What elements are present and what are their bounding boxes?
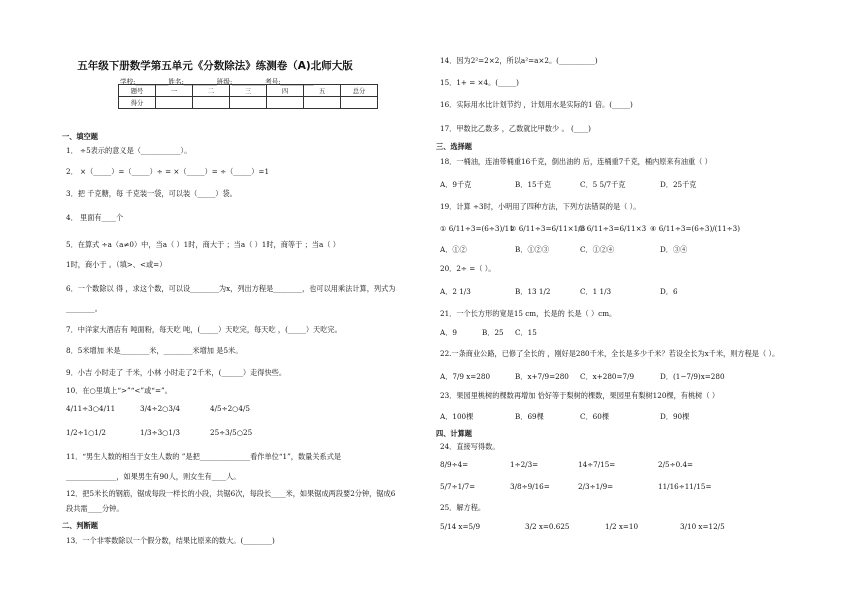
score-input-cell[interactable] — [267, 97, 304, 109]
question-18: 18．一桶油，连油带桶重16千克，倒出油的 后，连桶重7千克，桶内原来有油重（ ） — [440, 157, 712, 166]
option-a[interactable]: A．9 — [440, 328, 457, 337]
question-19: 19．计算 ÷3时，小明用了四种方法，下列方法错误的是（ ）。 — [440, 202, 641, 211]
equation-item: 3/10 x=12/5 — [680, 522, 725, 531]
score-cell: 得分 — [119, 97, 156, 109]
option-d[interactable]: D．③④ — [660, 245, 688, 254]
score-cell: 四 — [267, 85, 304, 97]
section-heading-fill: 一、填空题 — [62, 132, 98, 141]
question-2: 2． ×（_____）=（_____）÷ = ×（_____）= ÷（_____）=1 — [66, 167, 270, 176]
section-heading-calc: 四、计算题 — [436, 429, 472, 438]
question-11-line2: ______________，如果男生有90人，则女生有____人。 — [66, 472, 241, 481]
question-13: 13．一个非零数除以一个假分数，结果比原来的数大。(________) — [66, 536, 275, 545]
option-d[interactable]: D．90棵 — [660, 412, 690, 421]
option-d[interactable]: D．6 — [660, 287, 678, 296]
question-23: 23．果园里桃树的棵数再增加 恰好等于梨树的棵数，果园里有梨树120棵，有桃树（ ） — [440, 391, 720, 400]
option-a[interactable]: A．①② — [440, 245, 467, 254]
section-heading-choice: 三、选择题 — [436, 142, 472, 151]
question-24: 24．直接写得数。 — [440, 442, 500, 451]
question-7: 7．中洋家大酒店有 吨面粉，每天吃 吨，(_____）天吃完，每天吃 ，(_____）天吃完。 — [66, 325, 342, 334]
compare-item: 4/5÷2○4/5 — [210, 404, 251, 413]
question-15: 15．1+ = ×4。(_____) — [440, 78, 519, 87]
option-a[interactable]: A．2 1/3 — [440, 287, 471, 296]
question-14: 14．因为2²=2×2，所以a²=a×2。(__________) — [440, 56, 598, 65]
calc-item: 11/16÷11/15= — [658, 482, 712, 491]
score-table — [118, 84, 378, 109]
option-b[interactable]: B．①②③ — [515, 245, 550, 254]
score-cell: 总分 — [341, 85, 378, 97]
compare-item: 1/2÷1○1/2 — [66, 428, 107, 437]
compare-item: 1/3÷3○1/3 — [140, 428, 181, 437]
score-input-cell[interactable] — [304, 97, 341, 109]
question-1: 1． ÷5表示的意义是（___________）。 — [66, 146, 192, 155]
option-a[interactable]: A．9千克 — [440, 180, 472, 189]
student-info-line: 学校:__________姓名:__________班级:__________考号:__________ — [120, 78, 314, 86]
method-2: ② 6/11÷3=6/11×1/3 — [510, 224, 586, 233]
equation-item: 5/14 x=5/9 — [440, 522, 481, 531]
question-11-line1: 11．“男生人数的相当于女生人数的 ”是把______________看作单位“1”，数量关系式是 — [66, 452, 342, 461]
method-4: ④ 6/11÷3=(6÷3)/(11÷3) — [650, 224, 741, 233]
option-c[interactable]: C．①②④ — [580, 245, 615, 254]
option-c[interactable]: C．x+280=7/9 — [580, 372, 635, 381]
question-12-line2: 段共需____分钟。 — [66, 504, 124, 513]
score-cell: 五 — [304, 85, 341, 97]
section-heading-judge: 二、判断题 — [62, 521, 98, 530]
question-20: 20．2÷ =（ ）。 — [440, 264, 496, 273]
calc-item: 8/9÷4= — [440, 460, 469, 469]
score-cell: 三 — [230, 85, 267, 97]
question-10: 10．在○里填上“>”“<”或“=”。 — [66, 386, 172, 395]
page-title: 五年级下册数学第五单元《分数除法》练测卷（A)北师大版 — [77, 60, 353, 72]
question-3: 3．把 千克糖，每 千克装一袋，可以装（_____）袋。 — [66, 189, 237, 198]
question-12-line1: 12．把5米长的钢筋，锯成每段一样长的小段，共锯6次，每段长____米，如果锯成两段要2分钟，锯成6 — [66, 489, 396, 498]
compare-item: 25÷3/5○25 — [210, 428, 253, 437]
calc-item: 3/8÷9/16= — [510, 482, 550, 491]
option-b[interactable]: B．x+7/9=280 — [515, 372, 569, 381]
option-c[interactable]: C．15 — [515, 328, 537, 337]
calc-item: 5/7÷1/7= — [440, 482, 476, 491]
calc-item: 1÷2/3= — [510, 460, 539, 469]
question-6-line1: 6．一个数除以 得 ，求这个数，可以设________为x，列出方程是________，也可以用乘法计算，列式为 — [66, 284, 396, 293]
calc-item: 2/3÷1/9= — [578, 482, 614, 491]
score-input-cell[interactable] — [156, 97, 193, 109]
option-c[interactable]: C．5 5/7千克 — [580, 180, 626, 189]
question-17: 17．甲数比乙数多 ，乙数就比甲数少 。 (____) — [440, 124, 591, 133]
score-table-header-row — [119, 85, 378, 97]
option-d[interactable]: D．25千克 — [660, 180, 697, 189]
equation-item: 3/2 x=0.625 — [525, 522, 570, 531]
option-b[interactable]: B．25 — [482, 328, 504, 337]
option-b[interactable]: B．69棵 — [515, 412, 544, 421]
question-25: 25．解方程。 — [440, 503, 486, 512]
score-input-cell[interactable] — [230, 97, 267, 109]
score-input-cell[interactable] — [341, 97, 378, 109]
question-8: 8．5米增加 米是________米，________米增加 是5米。 — [66, 346, 243, 355]
equation-item: 1/2 x=10 — [605, 522, 639, 531]
score-cell: 二 — [193, 85, 230, 97]
question-22: 22.一条商业公路，已修了全长的 ，刚好是280千米，全长是多少千米？若设全长为x千米，则方程是（ ）。 — [440, 349, 780, 358]
option-c[interactable]: C．60棵 — [580, 412, 610, 421]
option-c[interactable]: C．1 1/3 — [580, 287, 612, 296]
method-3: ③ 6/11÷3=6/11×3 — [578, 224, 647, 233]
score-cell: 一 — [156, 85, 193, 97]
question-4: 4． 里面有____个 — [66, 213, 124, 222]
option-a[interactable]: A．100棵 — [440, 412, 474, 421]
compare-item: 4/11÷3○4/11 — [66, 404, 116, 413]
option-a[interactable]: A．7/9 x=280 — [440, 372, 491, 381]
question-9: 9．小吉 小时走了 千米，小林 小时走了2千米，(______）走得快些。 — [66, 368, 287, 377]
option-b[interactable]: B．13 1/2 — [515, 287, 551, 296]
compare-item: 3/4÷2○3/4 — [140, 404, 181, 413]
question-5-line2: 1时，商小于 。（填>、<或=） — [66, 260, 167, 269]
calc-item: 14÷7/15= — [578, 460, 616, 469]
method-1: ① 6/11÷3=(6÷3)/11 — [440, 224, 514, 233]
option-b[interactable]: B．15千克 — [515, 180, 551, 189]
option-d[interactable]: D．(1−7/9)x=280 — [660, 372, 725, 381]
question-5-line1: 5．在算式 ÷a（a≠0）中，当a（ ）1时，商大于 ；当a（ ）1时，商等于 ；当a（ ） — [66, 240, 340, 249]
question-21: 21．一个长方形的宽是15 cm，长是的 长是（ ）cm。 — [440, 309, 617, 318]
score-cell: 题号 — [119, 85, 156, 97]
question-6-line2: ________。 — [66, 304, 102, 313]
score-input-cell[interactable] — [193, 97, 230, 109]
score-table-score-row — [119, 97, 378, 109]
question-16: 16．实际用水比计划节约 ，计划用水是实际的1 倍。(_____) — [440, 100, 633, 109]
calc-item: 2/5÷0.4= — [658, 460, 694, 469]
